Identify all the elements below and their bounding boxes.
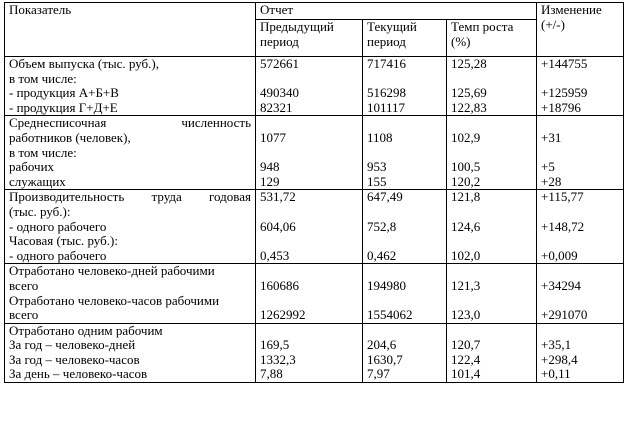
prev-value bbox=[260, 264, 358, 279]
prev-value bbox=[260, 116, 358, 131]
indicator-group-row bbox=[5, 57, 624, 116]
curr-value bbox=[367, 294, 442, 309]
rate-value bbox=[451, 264, 532, 279]
change-value: +5 bbox=[541, 159, 555, 175]
header-curr-line2: период bbox=[367, 33, 406, 49]
change-value bbox=[541, 234, 619, 249]
prev-period-cell bbox=[256, 190, 363, 264]
header-curr-period bbox=[363, 20, 447, 57]
rate-value bbox=[451, 146, 532, 161]
indicator-line: Отработано человеко-часов рабочими bbox=[9, 292, 220, 308]
rate-value: 102,0 bbox=[451, 247, 481, 263]
indicator-line: За год – человеко-часов bbox=[9, 351, 140, 367]
prev-value: 1332,3 bbox=[260, 351, 296, 367]
curr-value: 516298 bbox=[367, 85, 406, 101]
growth-rate-cell bbox=[447, 323, 537, 382]
change-value bbox=[541, 116, 619, 131]
rate-value bbox=[451, 234, 532, 249]
curr-value: 647,49 bbox=[367, 189, 403, 205]
indicator-cell bbox=[5, 57, 256, 116]
rate-value: 102,9 bbox=[451, 129, 481, 145]
curr-value: 717416 bbox=[367, 56, 406, 71]
growth-rate-cell bbox=[447, 116, 537, 190]
curr-period-cell bbox=[363, 116, 447, 190]
curr-period-cell bbox=[363, 190, 447, 264]
indicator-line: всего bbox=[9, 307, 39, 323]
indicator-line: в том числе: bbox=[9, 144, 77, 160]
rate-value bbox=[451, 72, 532, 87]
rate-value: 101,4 bbox=[451, 366, 481, 382]
prev-value: 604,06 bbox=[260, 218, 296, 234]
indicator-group-row bbox=[5, 323, 624, 382]
indicator-line: Часовая (тыс. руб.): bbox=[9, 233, 118, 249]
growth-rate-cell bbox=[447, 57, 537, 116]
indicator-line: Среднесписочная численность bbox=[9, 115, 251, 131]
curr-value: 7,97 bbox=[367, 366, 390, 382]
indicator-group-row bbox=[5, 190, 624, 264]
change-value: +18796 bbox=[541, 99, 581, 115]
change-value bbox=[541, 294, 619, 309]
change-value: +291070 bbox=[541, 307, 588, 323]
prev-value: 0,453 bbox=[260, 247, 290, 263]
indicator-cell bbox=[5, 190, 256, 264]
indicator-line: Производительность труда годовая bbox=[9, 189, 251, 205]
prev-value bbox=[260, 72, 358, 87]
rate-value: 125,69 bbox=[451, 85, 487, 101]
rate-value: 120,7 bbox=[451, 337, 481, 353]
prev-value: 82321 bbox=[260, 99, 293, 115]
prev-value bbox=[260, 294, 358, 309]
indicator-line: всего bbox=[9, 277, 39, 293]
indicator-line: Отработано одним рабочим bbox=[9, 322, 163, 338]
change-value: +148,72 bbox=[541, 218, 585, 234]
change-value: +28 bbox=[541, 173, 562, 189]
indicator-line: - продукция Г+Д+Е bbox=[9, 99, 118, 115]
growth-rate-cell bbox=[447, 190, 537, 264]
rate-value bbox=[451, 294, 532, 309]
change-value bbox=[541, 72, 619, 87]
curr-period-cell bbox=[363, 264, 447, 323]
indicator-cell bbox=[5, 116, 256, 190]
prev-value: 169,5 bbox=[260, 337, 290, 353]
curr-period-cell bbox=[363, 57, 447, 116]
prev-value bbox=[260, 324, 358, 339]
indicator-line: Объем выпуска (тыс. руб.), bbox=[9, 56, 160, 71]
header-report: Отчет bbox=[256, 3, 537, 20]
prev-period-cell bbox=[256, 116, 363, 190]
header-curr-line1: Текущий bbox=[367, 19, 417, 34]
rate-value: 100,5 bbox=[451, 159, 481, 175]
curr-value bbox=[367, 205, 442, 220]
curr-value bbox=[367, 324, 442, 339]
change-cell bbox=[537, 264, 624, 323]
rate-value: 121,8 bbox=[451, 189, 481, 205]
rate-value: 121,3 bbox=[451, 277, 481, 293]
prev-value: 1077 bbox=[260, 129, 286, 145]
prev-value: 490340 bbox=[260, 85, 299, 101]
header-rate-line1: Темп роста bbox=[451, 19, 514, 34]
indicators-table bbox=[4, 2, 624, 383]
change-value bbox=[541, 264, 619, 279]
rate-value: 124,6 bbox=[451, 218, 481, 234]
curr-value: 1554062 bbox=[367, 307, 413, 323]
prev-value: 7,88 bbox=[260, 366, 283, 382]
change-value bbox=[541, 324, 619, 339]
indicator-line: За день – человеко-часов bbox=[9, 366, 148, 382]
rate-value bbox=[451, 205, 532, 220]
rate-value bbox=[451, 116, 532, 131]
header-change bbox=[537, 3, 624, 57]
prev-value bbox=[260, 234, 358, 249]
rate-value: 123,0 bbox=[451, 307, 481, 323]
change-value: +144755 bbox=[541, 56, 588, 71]
prev-value: 129 bbox=[260, 173, 280, 189]
curr-value: 752,8 bbox=[367, 218, 397, 234]
prev-value: 160686 bbox=[260, 277, 299, 293]
curr-value bbox=[367, 264, 442, 279]
change-cell bbox=[537, 57, 624, 116]
prev-value: 1262992 bbox=[260, 307, 306, 323]
prev-period-cell bbox=[256, 323, 363, 382]
curr-period-cell bbox=[363, 323, 447, 382]
curr-value bbox=[367, 116, 442, 131]
rate-value: 122,83 bbox=[451, 99, 487, 115]
change-value: +31 bbox=[541, 129, 562, 145]
indicator-line: - одного рабочего bbox=[9, 218, 107, 234]
indicator-line: работников (человек), bbox=[9, 129, 131, 145]
curr-value: 194980 bbox=[367, 277, 406, 293]
change-value: +115,77 bbox=[541, 189, 584, 205]
prev-value: 948 bbox=[260, 159, 280, 175]
curr-value: 953 bbox=[367, 159, 387, 175]
indicator-line: Отработано человеко-дней рабочими bbox=[9, 263, 215, 279]
change-value bbox=[541, 146, 619, 161]
curr-value bbox=[367, 146, 442, 161]
indicator-line: (тыс. руб.): bbox=[9, 203, 71, 219]
indicator-line: - продукция А+Б+В bbox=[9, 85, 119, 101]
header-rate-line2: (%) bbox=[451, 33, 471, 49]
indicator-cell bbox=[5, 264, 256, 323]
prev-period-cell bbox=[256, 264, 363, 323]
growth-rate-cell bbox=[447, 264, 537, 323]
rate-value: 122,4 bbox=[451, 351, 481, 367]
change-value: +35,1 bbox=[541, 337, 572, 353]
indicator-line: служащих bbox=[9, 173, 66, 189]
indicator-line: рабочих bbox=[9, 159, 55, 175]
header-growth-rate bbox=[447, 20, 537, 57]
change-cell bbox=[537, 116, 624, 190]
rate-value bbox=[451, 324, 532, 339]
curr-value: 1108 bbox=[367, 129, 393, 145]
indicator-cell bbox=[5, 323, 256, 382]
change-value: +34294 bbox=[541, 277, 581, 293]
change-value: +0,11 bbox=[541, 366, 571, 382]
indicator-line: в том числе: bbox=[9, 70, 77, 86]
curr-value: 0,462 bbox=[367, 247, 397, 263]
header-prev-line1: Предыдущий bbox=[260, 19, 334, 34]
curr-value: 155 bbox=[367, 173, 387, 189]
change-cell bbox=[537, 323, 624, 382]
prev-value bbox=[260, 205, 358, 220]
curr-value: 101117 bbox=[367, 99, 406, 115]
prev-value: 572661 bbox=[260, 56, 299, 71]
change-value: +0,009 bbox=[541, 247, 578, 263]
indicator-line: - одного рабочего bbox=[9, 247, 107, 263]
header-change-line1: Изменение bbox=[541, 2, 602, 17]
rate-value: 120,2 bbox=[451, 173, 481, 189]
curr-value: 204,6 bbox=[367, 337, 397, 353]
curr-value: 1630,7 bbox=[367, 351, 403, 367]
curr-value bbox=[367, 72, 442, 87]
header-prev-line2: период bbox=[260, 33, 299, 49]
change-value: +298,4 bbox=[541, 351, 578, 367]
indicator-line: За год – человеко-дней bbox=[9, 337, 136, 353]
curr-value bbox=[367, 234, 442, 249]
prev-period-cell bbox=[256, 57, 363, 116]
header-prev-period bbox=[256, 20, 363, 57]
indicator-group-row bbox=[5, 264, 624, 323]
indicator-group-row bbox=[5, 116, 624, 190]
change-cell bbox=[537, 190, 624, 264]
header-indicator: Показатель bbox=[5, 3, 256, 57]
change-value: +125959 bbox=[541, 85, 588, 101]
rate-value: 125,28 bbox=[451, 56, 487, 71]
prev-value bbox=[260, 146, 358, 161]
header-row-1 bbox=[5, 3, 624, 20]
prev-value: 531,72 bbox=[260, 189, 296, 205]
header-change-line2: (+/-) bbox=[541, 16, 565, 32]
change-value bbox=[541, 205, 619, 220]
